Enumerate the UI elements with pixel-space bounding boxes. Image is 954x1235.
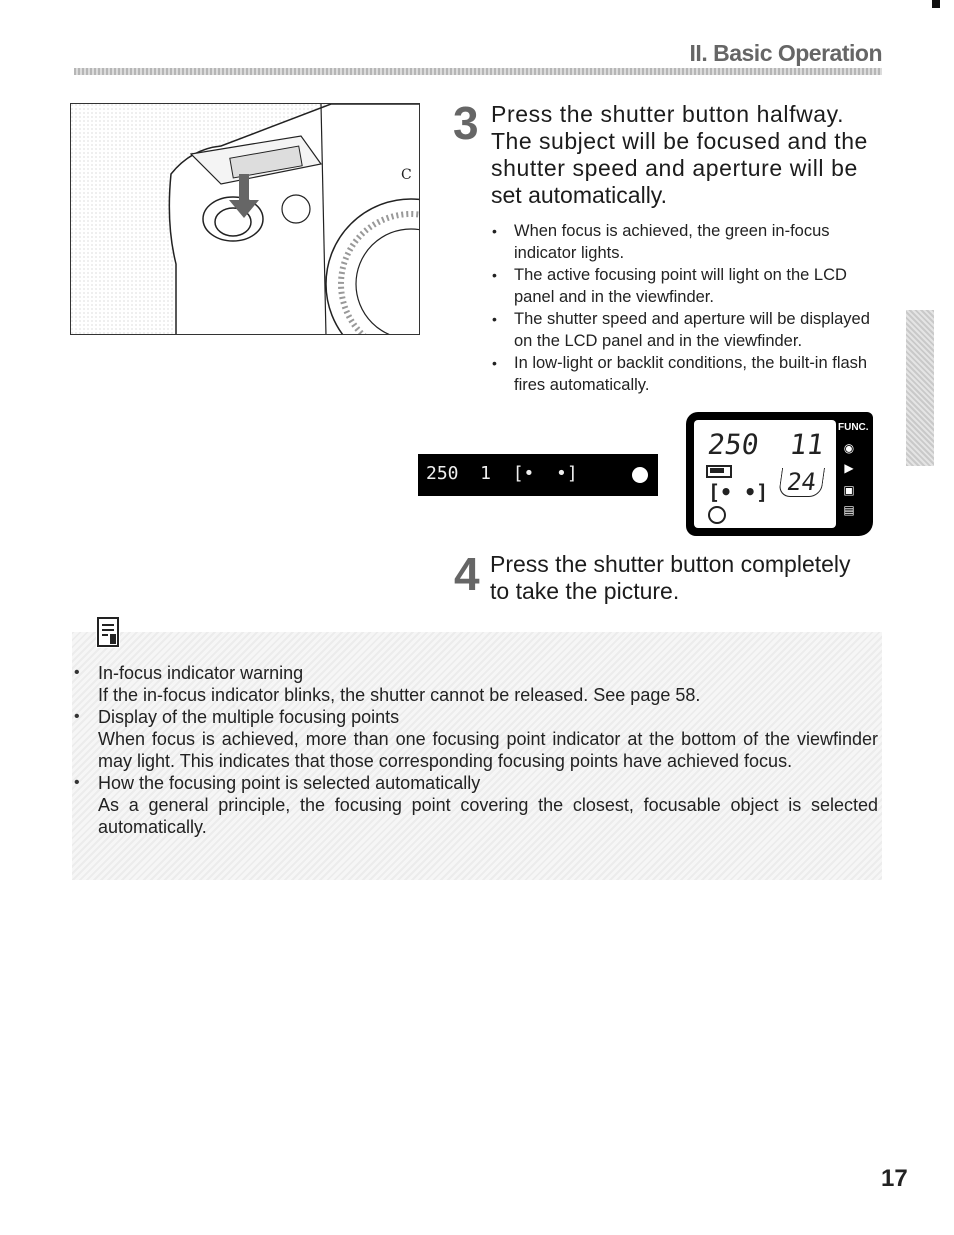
self-timer-icon: ▤ bbox=[843, 503, 855, 517]
camera-shutter-press-illustration bbox=[70, 103, 420, 335]
lcd-aperture: 11 bbox=[787, 428, 827, 461]
drive-mode-icon: ▣ bbox=[843, 483, 855, 497]
step-instruction-line: Press the shutter button completely bbox=[490, 551, 851, 577]
corner-registration-mark bbox=[932, 0, 940, 8]
note-list bbox=[72, 662, 878, 838]
step-instruction bbox=[490, 551, 882, 605]
bullet-item: • In low-light or backlit conditions, the built-in flash fires automatically. bbox=[490, 352, 882, 396]
page-number: 17 bbox=[881, 1165, 908, 1192]
step-instruction-line: set automatically. bbox=[491, 182, 667, 208]
step-instruction-line: shutter speed and aperture will be bbox=[491, 155, 858, 181]
note-body: If the in-focus indicator blinks, the shutter cannot be released. See page 58. bbox=[98, 685, 701, 705]
lcd-shutter-speed: 250 bbox=[705, 428, 761, 461]
step-instruction-line: to take the picture. bbox=[490, 578, 680, 604]
note-item bbox=[72, 772, 878, 838]
lcd-frame-counter: 24 bbox=[778, 468, 825, 497]
metering-icon bbox=[708, 506, 726, 524]
beep-icon: ▶ bbox=[844, 461, 854, 475]
step-instruction-line: The subject will be focused and the bbox=[491, 128, 868, 154]
step-number: 4 bbox=[454, 548, 480, 600]
bullet-item: • The active focusing point will light on the LCD panel and in the viewfinder. bbox=[490, 264, 882, 308]
step-number: 3 bbox=[453, 97, 479, 149]
svg-text:C: C bbox=[401, 167, 412, 183]
note-heading: • Display of the multiple focusing points bbox=[98, 707, 400, 727]
note-body: When focus is achieved, more than one focusing point indicator at the bottom of the viewfinder may light. This indicates that those corresponding focusing points have achieved focus. bbox=[98, 729, 878, 771]
title-rule bbox=[74, 68, 882, 75]
red-eye-icon: ◉ bbox=[843, 441, 855, 455]
note-heading: • In-focus indicator warning bbox=[98, 663, 304, 683]
step-instruction bbox=[491, 101, 883, 209]
in-focus-dot-icon bbox=[632, 467, 648, 483]
bullet-item: • The shutter speed and aperture will be displayed on the LCD panel and in the viewfinder. bbox=[490, 308, 882, 352]
note-body: As a general principle, the focusing point covering the closest, focusable object is selected automatically. bbox=[98, 795, 878, 837]
battery-icon bbox=[706, 465, 732, 478]
note-box bbox=[72, 632, 882, 880]
step-3-bullets bbox=[490, 220, 882, 396]
viewfinder-readout: 250 1 [• •] bbox=[426, 463, 578, 484]
memo-icon bbox=[96, 616, 120, 648]
lcd-panel bbox=[686, 412, 873, 536]
section-title: II. Basic Operation bbox=[689, 40, 882, 66]
bullet-item: • When focus is achieved, the green in-focus indicator lights. bbox=[490, 220, 882, 264]
lcd-focus-points: [• •] bbox=[708, 480, 769, 504]
step-instruction-line: Press the shutter button halfway. bbox=[491, 101, 845, 127]
note-item bbox=[72, 662, 878, 706]
lcd-screen bbox=[694, 420, 836, 528]
viewfinder-display bbox=[418, 454, 658, 496]
chapter-side-tab bbox=[906, 310, 934, 466]
note-item bbox=[72, 706, 878, 772]
note-heading: • How the focusing point is selected automatically bbox=[98, 773, 481, 793]
lcd-func-label: FUNC. bbox=[838, 422, 869, 433]
